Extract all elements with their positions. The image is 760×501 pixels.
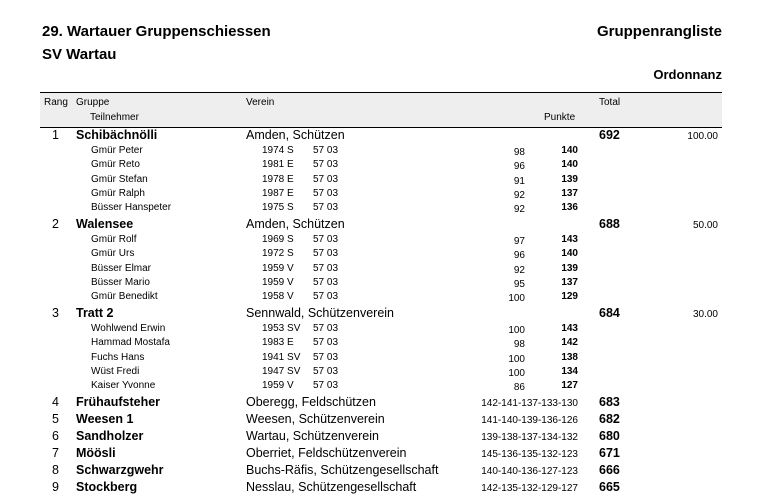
member-total: 127 (561, 380, 578, 392)
document-type: Gruppenrangliste (596, 23, 722, 40)
member-weapon: 57 03 (313, 351, 339, 363)
group-total: 684 (599, 306, 620, 320)
member-weapon: 57 03 (313, 202, 339, 214)
col-verein: Verein (246, 97, 275, 108)
member-name: Büsser Elmar (91, 262, 152, 274)
group-club: Amden, Schützen (246, 217, 345, 231)
summary-total: 682 (599, 411, 620, 426)
group-club: Sennwald, Schützenverein (246, 306, 395, 320)
summary-club: Oberriet, Feldschützenverein (246, 445, 407, 460)
member-points: 91 (513, 175, 525, 187)
member-total: 140 (561, 248, 578, 260)
member-total: 143 (561, 323, 578, 334)
member-points: 96 (513, 161, 525, 173)
member-weapon: 57 03 (313, 276, 339, 288)
member-total: 136 (561, 202, 578, 214)
member-name: Gmür Ralph (91, 187, 145, 199)
group-name: Walensee (76, 217, 134, 231)
organizer-name: SV Wartau (42, 46, 117, 63)
member-weapon: 57 03 (313, 337, 339, 349)
member-name: Wohlwend Erwin (91, 323, 166, 334)
member-name: Gmür Reto (91, 159, 140, 171)
member-weapon: 57 03 (313, 323, 339, 334)
summary-series: 141-140-139-136-126 (481, 414, 578, 426)
summary-total: 680 (599, 428, 620, 443)
col-total: Total (599, 97, 621, 108)
group-bonus: 100.00 (687, 131, 718, 142)
col-punkte: Punkte (544, 112, 576, 123)
group-rank: 1 (52, 128, 59, 142)
member-points: 95 (513, 278, 525, 290)
summary-club: Wartau, Schützenverein (246, 428, 379, 443)
member-year: 1974 S (262, 145, 294, 156)
table-header (40, 92, 722, 128)
group-bonus: 50.00 (692, 220, 718, 231)
member-total: 134 (561, 365, 578, 377)
col-rang: Rang (44, 97, 68, 108)
member-year: 1941 SV (262, 351, 301, 363)
summary-total: 666 (599, 462, 620, 477)
group-name: Schibächnölli (76, 128, 158, 142)
member-year: 1978 E (262, 173, 294, 185)
summary-name: Frühaufsteher (76, 395, 161, 409)
summary-name: Stockberg (76, 479, 138, 494)
member-weapon: 57 03 (313, 365, 339, 377)
member-points: 100 (508, 367, 525, 379)
member-year: 1975 S (262, 202, 294, 214)
member-year: 1969 S (262, 234, 294, 245)
member-name: Büsser Mario (91, 276, 150, 288)
member-name: Gmür Stefan (91, 173, 148, 185)
col-gruppe: Gruppe (76, 97, 110, 108)
member-name: Kaiser Yvonne (91, 380, 156, 392)
member-total: 137 (561, 276, 578, 288)
member-year: 1983 E (262, 337, 294, 349)
group-club: Amden, Schützen (246, 128, 345, 142)
member-total: 140 (561, 159, 578, 171)
summary-series: 139-138-137-134-132 (481, 431, 578, 443)
category-label: Ordonnanz (653, 67, 722, 82)
summary-rank: 8 (52, 462, 59, 477)
summary-series: 142-135-132-129-127 (481, 482, 578, 494)
member-points: 100 (508, 325, 525, 336)
member-name: Gmür Benedikt (91, 291, 158, 303)
member-weapon: 57 03 (313, 234, 339, 245)
member-name: Büsser Hanspeter (91, 202, 172, 214)
member-points: 97 (513, 236, 525, 247)
member-total: 139 (561, 173, 578, 185)
group-name: Tratt 2 (76, 306, 114, 320)
group-bonus: 30.00 (692, 309, 718, 320)
group-total: 692 (599, 128, 620, 142)
summary-club: Nesslau, Schützengesellschaft (246, 479, 417, 494)
member-points: 92 (513, 204, 525, 216)
member-name: Gmür Peter (91, 145, 143, 156)
member-year: 1959 V (262, 276, 294, 288)
member-name: Fuchs Hans (91, 351, 145, 363)
member-year: 1958 V (262, 291, 294, 303)
summary-total: 683 (599, 395, 620, 409)
summary-rank: 6 (52, 428, 59, 443)
member-year: 1959 V (262, 262, 294, 274)
member-weapon: 57 03 (313, 145, 339, 156)
member-points: 92 (513, 264, 525, 276)
member-total: 137 (561, 187, 578, 199)
member-weapon: 57 03 (313, 173, 339, 185)
summary-rank: 4 (52, 395, 59, 409)
member-total: 139 (561, 262, 578, 274)
member-total: 142 (561, 337, 578, 349)
member-points: 98 (513, 147, 525, 158)
col-teilnehmer: Teilnehmer (90, 112, 139, 123)
member-year: 1981 E (262, 159, 294, 171)
member-weapon: 57 03 (313, 187, 339, 199)
member-weapon: 57 03 (313, 291, 339, 303)
member-name: Wüst Fredi (91, 365, 140, 377)
member-total: 143 (561, 234, 578, 245)
summary-name: Weesen 1 (76, 411, 134, 426)
member-year: 1972 S (262, 248, 294, 260)
summary-club: Weesen, Schützenverein (246, 411, 385, 426)
member-points: 92 (513, 189, 525, 201)
group-rank: 3 (52, 306, 59, 320)
member-year: 1953 SV (262, 323, 301, 334)
member-total: 140 (561, 145, 578, 156)
document-title: 29. Wartauer Gruppenschiessen (42, 23, 271, 40)
summary-name: Schwarzgwehr (76, 462, 164, 477)
summary-total: 665 (599, 479, 620, 494)
group-total: 688 (599, 217, 620, 231)
member-points: 98 (513, 339, 525, 351)
summary-series: 145-136-135-132-123 (481, 448, 578, 460)
member-year: 1959 V (262, 380, 294, 392)
member-weapon: 57 03 (313, 380, 339, 392)
summary-series: 140-140-136-127-123 (481, 465, 578, 477)
member-total: 129 (561, 291, 578, 303)
member-name: Gmür Rolf (91, 234, 137, 245)
member-name: Hammad Mostafa (91, 337, 170, 349)
member-points: 96 (513, 250, 525, 262)
summary-rank: 5 (52, 411, 59, 426)
member-points: 100 (508, 353, 525, 365)
member-year: 1987 E (262, 187, 294, 199)
member-weapon: 57 03 (313, 248, 339, 260)
summary-name: Sandholzer (76, 428, 144, 443)
member-year: 1947 SV (262, 365, 301, 377)
member-points: 100 (508, 293, 525, 305)
member-total: 138 (561, 351, 578, 363)
summary-total: 671 (599, 445, 620, 460)
summary-club: Oberegg, Feldschützen (246, 395, 376, 409)
summary-name: Möösli (76, 445, 116, 460)
summary-rank: 7 (52, 445, 59, 460)
summary-rank: 9 (52, 479, 59, 494)
summary-club: Buchs-Räfis, Schützengesellschaft (246, 462, 439, 477)
member-weapon: 57 03 (313, 159, 339, 171)
member-weapon: 57 03 (313, 262, 339, 274)
summary-series: 142-141-137-133-130 (481, 398, 578, 409)
member-name: Gmür Urs (91, 248, 135, 260)
member-points: 86 (513, 382, 525, 394)
group-rank: 2 (52, 217, 59, 231)
